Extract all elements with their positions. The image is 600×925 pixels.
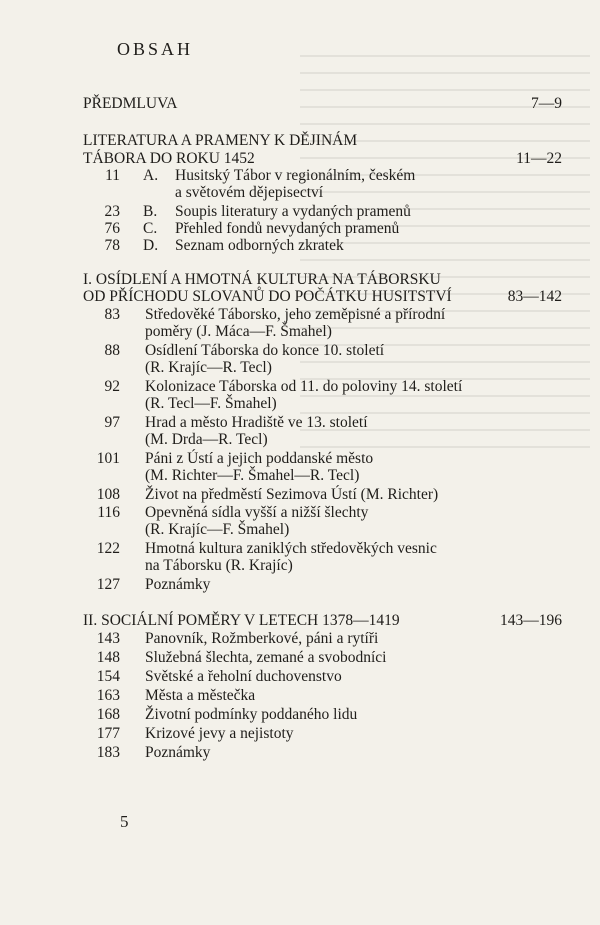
toc-entry-line: Krizové jevy a nejistoty — [145, 725, 294, 742]
toc-letter: B. — [143, 203, 158, 220]
toc-page-number: 88 — [104, 342, 120, 359]
toc-entry-line: Soupis literatury a vydaných pramenů — [175, 203, 411, 220]
lit-pages: 11—22 — [516, 150, 562, 167]
toc-entry-line: Poznámky — [145, 576, 211, 593]
part1-pages: 83—142 — [507, 288, 562, 305]
toc-page-number: 76 — [104, 220, 120, 237]
part2-title: II. SOCIÁLNÍ POMĚRY V LETECH 1378—1419 — [83, 612, 400, 629]
toc-letter: D. — [143, 237, 159, 254]
toc-entry-line: poměry (J. Mácа—F. Šmahel) — [145, 323, 332, 340]
toc-page-number: 78 — [104, 237, 120, 254]
toc-heading: OBSAH — [117, 39, 194, 59]
toc-page-number: 122 — [96, 540, 120, 557]
page-folio: 5 — [120, 812, 129, 831]
toc-page-number: 23 — [104, 203, 120, 220]
toc-entry-line: Husitský Tábor v regionálním, českém — [175, 167, 416, 184]
toc-entry-line: Kolonizace Táborska od 11. do poloviny 14. století — [145, 378, 463, 395]
toc-page-number: 97 — [104, 414, 120, 431]
toc-page-number: 183 — [96, 744, 120, 761]
toc-page-number: 143 — [96, 630, 120, 647]
toc-entry-line: Páni z Ústí a jejich poddanské město — [145, 450, 374, 467]
toc-letter: A. — [143, 167, 159, 184]
toc-entry-line: Hmotná kultura zaniklých středověkých vesnic — [145, 540, 437, 557]
toc-entry-line: Poznámky — [145, 744, 211, 761]
toc-entry-line: Služebná šlechta, zemané a svobodníci — [145, 649, 387, 666]
toc-entry-line: Životní podmínky poddaného lidu — [145, 706, 358, 723]
part2-pages: 143—196 — [500, 612, 562, 629]
lit-title-line2: TÁBORA DO ROKU 1452 — [83, 150, 255, 167]
toc-entry-line: Hrad a město Hradiště ve 13. století — [145, 414, 368, 431]
toc-entry-line: (M. Drda—R. Tecl) — [145, 431, 268, 448]
toc-page-number: 148 — [96, 649, 120, 666]
toc-entry-line: a světovém dějepisectví — [175, 184, 324, 201]
toc-page-number: 154 — [96, 668, 120, 685]
part1-title-line1: I. OSÍDLENÍ A HMOTNÁ KULTURA NA TÁBORSKU — [83, 271, 441, 288]
toc-page-number: 11 — [105, 167, 120, 184]
toc-page-number: 101 — [96, 450, 120, 467]
lit-title-line1: LITERATURA A PRAMENY K DĚJINÁM — [83, 132, 358, 149]
toc-entry-line: na Táborsku (R. Krajíc) — [145, 557, 293, 574]
toc-page-number: 127 — [96, 576, 120, 593]
toc-page-number: 168 — [96, 706, 120, 723]
toc-entry-line: Panovník, Rožmberkové, páni a rytíři — [145, 630, 379, 647]
toc-entry-line: (M. Richter—F. Šmahel—R. Tecl) — [145, 467, 360, 484]
toc-page-number: 83 — [104, 306, 120, 323]
toc-entry-line: Život na předměstí Sezimova Ústí (M. Richter) — [145, 486, 439, 503]
toc-page-number: 108 — [96, 486, 120, 503]
preface-pages: 7—9 — [531, 95, 562, 112]
toc-entry-line: Seznam odborných zkratek — [175, 237, 344, 254]
toc-entry-line: Opevněná sídla vyšší a nižší šlechty — [145, 504, 369, 521]
toc-entry-line: Osídlení Táborska do konce 10. století — [145, 342, 385, 359]
preface-title: PŘEDMLUVA — [83, 95, 178, 112]
toc-entry-line: Středověké Táborsko, jeho zeměpisné a přírodní — [145, 306, 446, 323]
toc-entry-line: (R. Tecl—F. Šmahel) — [145, 395, 277, 412]
toc-page-number: 92 — [104, 378, 120, 395]
toc-page-number: 177 — [96, 725, 120, 742]
toc-entry-line: (R. Krajíc—R. Tecl) — [145, 359, 272, 376]
part1-title-line2: OD PŘÍCHODU SLOVANŮ DO POČÁTKU HUSITSTVÍ — [83, 288, 452, 305]
toc-entry-line: Přehled fondů nevydaných pramenů — [175, 220, 400, 237]
toc-entry-line: Města a městečka — [145, 687, 256, 704]
toc-entry-line: Světské a řeholní duchovenstvo — [145, 668, 342, 685]
toc-letter: C. — [143, 220, 158, 237]
toc-entry-line: (R. Krajíc—F. Šmahel) — [145, 521, 290, 538]
toc-page-number: 116 — [97, 504, 120, 521]
toc-page-number: 163 — [96, 687, 120, 704]
